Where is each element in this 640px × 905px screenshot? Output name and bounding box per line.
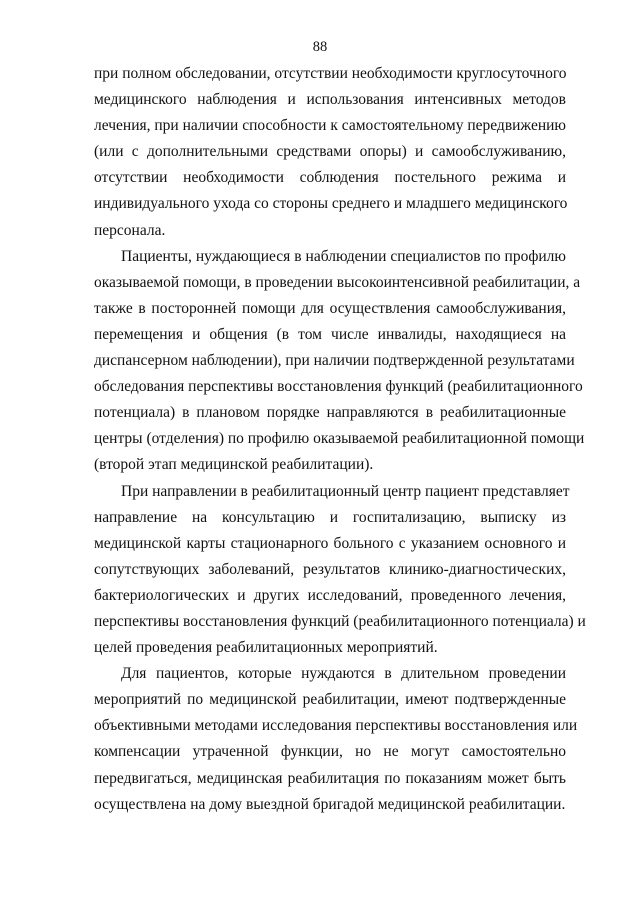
text-line: бактериологических и других исследований, проведенного лечения,	[94, 586, 566, 604]
text-line: мероприятий по медицинской реабилитации, имеют подтвержденные	[94, 691, 566, 709]
text-line: объективными методами исследования перспективы восстановления или	[94, 717, 578, 735]
text-line: отсутствии необходимости соблюдения постельного режима и	[94, 169, 566, 187]
text-line: Пациенты, нуждающиеся в наблюдении специалистов по профилю	[121, 247, 566, 265]
text-line: целей проведения реабилитационных мероприятий.	[94, 639, 438, 657]
text-line: персонала.	[94, 221, 166, 239]
page-number: 88	[312, 39, 328, 55]
text-line: медицинской карты стационарного больного с указанием основного и	[94, 534, 566, 552]
text-line: диспансерном наблюдении), при наличии подтвержденной результатами	[94, 352, 575, 370]
text-line: (или с дополнительными средствами опоры) и самообслуживанию,	[94, 143, 566, 161]
text-line: лечения, при наличии способности к самостоятельному передвижению	[94, 117, 566, 135]
text-line: сопутствующих заболеваний, результатов клинико-диагностических,	[94, 560, 566, 578]
text-line: обследования перспективы восстановления функций (реабилитационного	[94, 378, 583, 396]
text-line: оказываемой помощи, в проведении высокоинтенсивной реабилитации, а	[94, 273, 581, 291]
text-line: осуществлена на дому выездной бригадой медицинской реабилитации.	[94, 795, 566, 813]
text-line: перемещения и общения (в том числе инвалиды, находящиеся на	[94, 325, 566, 343]
paragraph	[94, 479, 586, 662]
paragraph	[94, 661, 578, 818]
text-line: при полном обследовании, отсутствии необходимости круглосуточного	[94, 65, 567, 82]
text-line: передвигаться, медицинская реабилитация по показаниям может быть	[94, 769, 566, 787]
text-line: (второй этап медицинской реабилитации).	[94, 456, 374, 474]
text-line: центры (отделения) по профилю оказываемой реабилитационной помощи	[94, 430, 585, 448]
text-line: индивидуального ухода со стороны среднего и младшего медицинского	[94, 195, 568, 213]
text-line: потенциала) в плановом порядке направляются в реабилитационные	[94, 404, 566, 422]
text-line: При направлении в реабилитационный центр пациент представляет	[121, 482, 570, 500]
text-line: направление на консультацию и госпитализацию, выписку из	[94, 508, 566, 526]
body-text	[94, 61, 586, 818]
text-line: также в посторонней помощи для осуществления самообслуживания,	[94, 299, 566, 317]
text-line: медицинского наблюдения и использования интенсивных методов	[94, 91, 566, 109]
paragraph	[94, 244, 585, 479]
text-line: перспективы восстановления функций (реабилитационного потенциала) и	[94, 612, 586, 630]
paragraph	[94, 61, 566, 244]
text-line: компенсации утраченной функции, но не могут самостоятельно	[94, 743, 566, 761]
text-line: Для пациентов, которые нуждаются в длительном проведении	[121, 665, 566, 683]
